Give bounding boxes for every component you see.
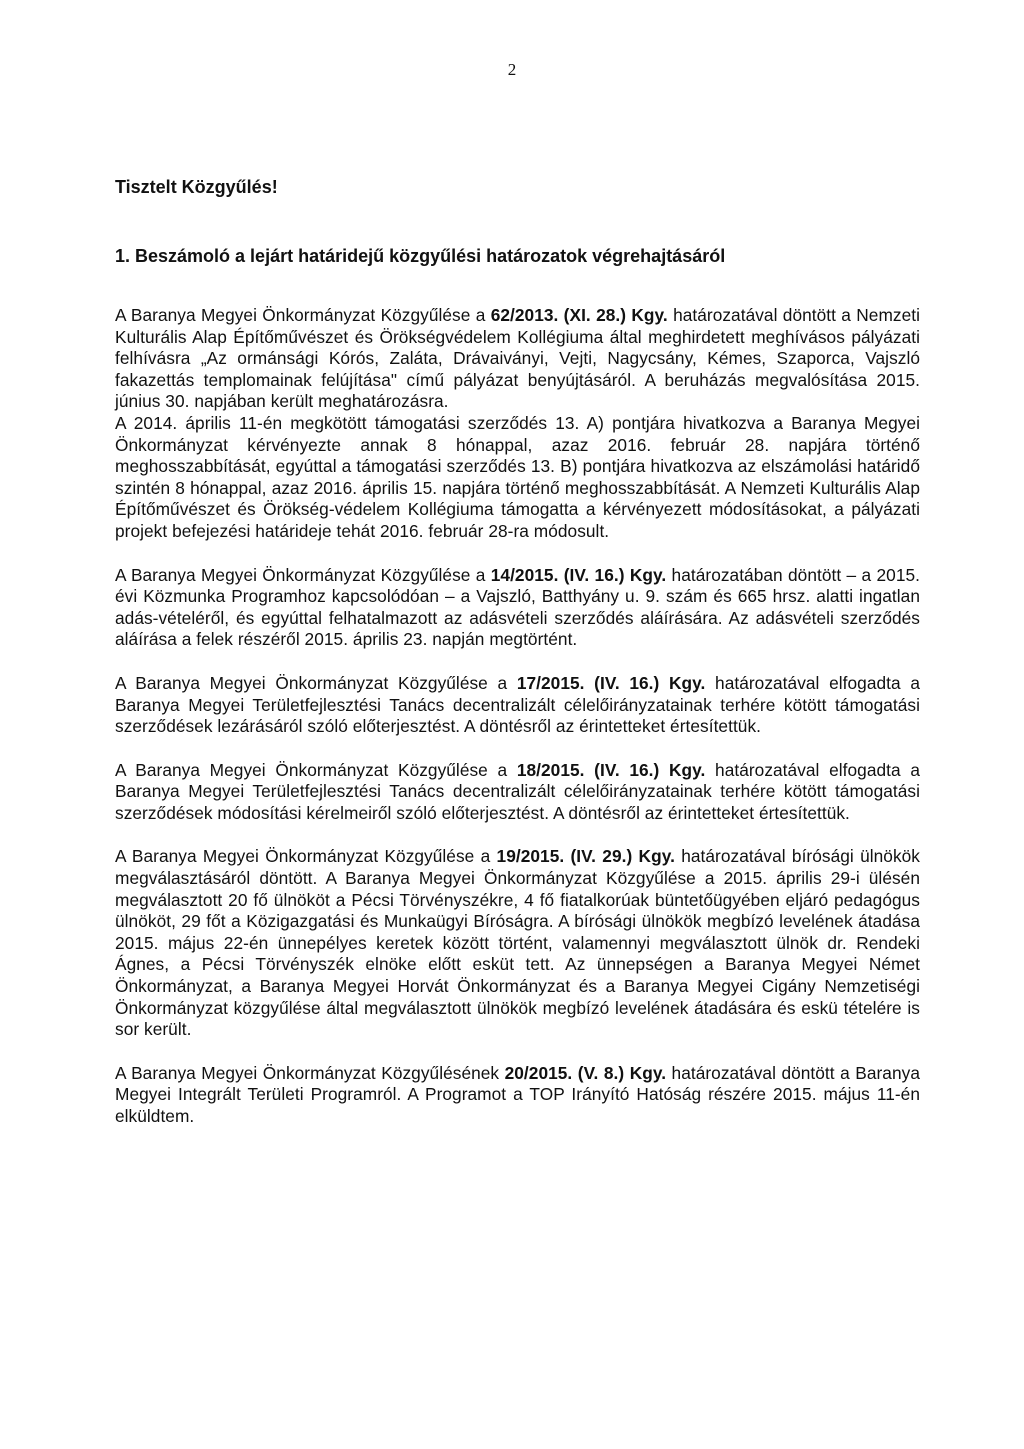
paragraph-extension: A 2014. április 11-én megkötött támogatási szerződés 13. A) pontjára hivatkozva a Baranya Megyei Önkormányzat kérvényezte annak 8 hónappal, azaz 2016. február 28. napjára történő meghosszabbítását, egyúttal a támogatási szerződés 13. B) pontjára hivatkozva az elszámolási határidő szintén 8 hónappal, azaz 2016. április 15. napjára történő meghosszabbítását. A Nemzeti Kulturális Alap Építőművészet és Örökség-védelem Kollégiuma támogatta a kérvényezett módosításokat, a pályázati projekt befejezési határideje tehát 2016. február 28-ra módosult. bbox=[115, 412, 920, 541]
paragraph-18-2015: A Baranya Megyei Önkormányzat Közgyűlése a 18/2015. (IV. 16.) Kgy. határozatával elfogadta a Baranya Megyei Területfejlesztési Tanács decentralizált célelőirányzatainak terhére kötött támogatási szerződések módosítási kérelmeiről szóló előterjesztést. A döntésről az érintetteket értesítettük. bbox=[115, 759, 920, 823]
section-heading: 1. Beszámoló a lejárt határidejű közgyűlési határozatok végrehajtásáról bbox=[115, 246, 726, 266]
greeting: Tisztelt Közgyűlés! bbox=[115, 177, 278, 197]
paragraph-17-2015: A Baranya Megyei Önkormányzat Közgyűlése a 17/2015. (IV. 16.) Kgy. határozatával elfogadta a Baranya Megyei Területfejlesztési Tanács decentralizált célelőirányzatainak terhére kötött támogatási szerződések lezárásáról szóló előterjesztést. A döntésről az érintetteket értesítettük. bbox=[115, 672, 920, 737]
paragraph-62-2013: A Baranya Megyei Önkormányzat Közgyűlése a 62/2013. (XI. 28.) Kgy. határozatával döntött a Nemzeti Kulturális Alap Építőművészet és Örökségvédelem Kollégiuma által meghirdetett meghívásos pályázati felhívásra „Az ormánsági Kórós, Zaláta, Drávaiványi, Vejti, Nagycsány, Kémes, Szaporca, Vajszló fakazettás templomainak felújítása" című pályázat benyújtásáról. A beruházás megvalósítása 2015. június 30. napjában került meghatározásra. bbox=[115, 305, 920, 412]
paragraph-20-2015: A Baranya Megyei Önkormányzat Közgyűlésének 20/2015. (V. 8.) Kgy. határozatával döntött a Baranya Megyei Integrált Területi Programról. A Programot a TOP Irányító Hatóság részére 2015. május 11-én elküldtem. bbox=[115, 1062, 920, 1126]
document-body bbox=[115, 176, 920, 1128]
paragraph-14-2015: A Baranya Megyei Önkormányzat Közgyűlése a 14/2015. (IV. 16.) Kgy. határozatában döntött – a 2015. évi Közmunka Programhoz kapcsolódóan – a Vajszló, Batthyány u. 9. szám és 665 hrsz. alatti ingatlan adás-vételéről, és egyúttal felhatalmazott az adásvételi szerződés aláírására. Az adásvételi szerződés aláírása a felek részéről 2015. április 23. napján megtörtént. bbox=[115, 564, 921, 650]
paragraph-19-2015: A Baranya Megyei Önkormányzat Közgyűlése a 19/2015. (IV. 29.) Kgy. határozatával bírósági ülnökök megválasztásáról döntött. A Baranya Megyei Önkormányzat Közgyűlése a 2015. április 29-i ülésén megválasztott 20 fő ülnököt a Pécsi Törvényszékre, 4 fő fiatalkorúak büntetőügyében eljáró pedagógus ülnököt, 29 főt a Közigazgatási és Munkaügyi Bíróságra. A bírósági ülnökök megbízó levelének átadása 2015. május 22-én ünnepélyes keretek között történt, valamennyi megválasztott ülnök dr. Rendeki Ágnes, a Pécsi Törvényszék elnöke előtt esküt tett. Az ünnepségen a Baranya Megyei Német Önkormányzat, a Baranya Megyei Horvát Önkormányzat és a Baranya Megyei Cigány Nemzetiségi Önkormányzat közgyűlése által megválasztott ülnökök megbízó levelének átadására és eskü tételére is sor került. bbox=[115, 846, 920, 1040]
page-number: 2 bbox=[507, 60, 517, 79]
